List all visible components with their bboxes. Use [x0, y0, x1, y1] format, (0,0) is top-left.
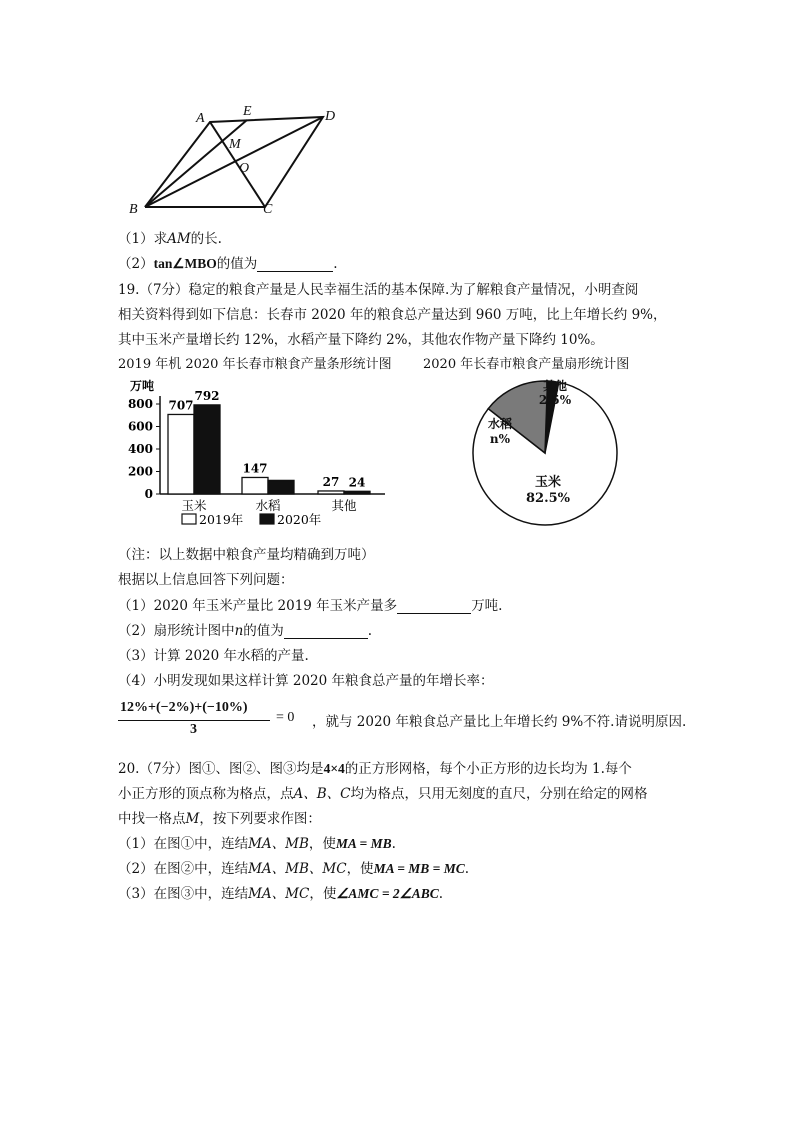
- bar-其他-2020年: [344, 491, 370, 494]
- q20-part2: （2）在图②中，连结MA、MB、MC，使MA = MB = MC.: [118, 861, 470, 877]
- fraction-equals: = 0: [276, 710, 295, 725]
- label-o: O: [239, 161, 250, 176]
- q20-line1: 20.（7分）图①、图②、图③均是4×4的正方形网格，每个小正方形的边长均为 1.每个: [118, 761, 632, 777]
- bar-value-label: 27: [322, 474, 340, 489]
- y-axis-unit: 万吨: [130, 379, 155, 393]
- q18-part1: （1）求AM的长.: [118, 231, 222, 247]
- q18-answer-blank[interactable]: [257, 257, 333, 272]
- q19-part4: （4）小明发现如果这样计算 2020 年粮食总产量的年增长率：: [118, 673, 494, 689]
- pie-label-other-name: 其他: [542, 379, 568, 393]
- q20-part3: （3）在图③中，连结MA、MC，使∠AMC = 2∠ABC.: [118, 886, 444, 902]
- legend-label-2020: 2020年: [277, 512, 322, 527]
- bar-水稻-2020年: [268, 480, 294, 494]
- q18-part2: （2）tan∠MBO的值为 .: [118, 256, 338, 272]
- bar-chart: [120, 376, 390, 530]
- bar-玉米-2020年: [194, 405, 220, 494]
- bar-水稻-2019年: [242, 477, 268, 494]
- fraction-bar: [118, 720, 270, 721]
- fraction-tail: ，就与 2020 年粮食总产量比上年增长约 9%不符.请说明原因.: [312, 714, 687, 730]
- q19-part3: （3）计算 2020 年水稻的产量.: [118, 648, 309, 664]
- q19-part2: （2）扇形统计图中n的值为 .: [118, 623, 373, 639]
- bar-value-label: 147: [242, 461, 268, 476]
- q19-line2: 相关资料得到如下信息：长春市 2020 年的粮食总产量达到 960 万吨，比上年增长约 9%，: [118, 307, 667, 323]
- y-tick-label: 200: [127, 464, 153, 479]
- y-tick-label: 800: [127, 397, 153, 411]
- q19-part1: （1）2020 年玉米产量比 2019 年玉米产量多 万吨.: [118, 598, 503, 614]
- q19-line3: 其中玉米产量增长约 12%，水稻产量下降约 2%，其他农作物产量下降约 10%。: [118, 332, 604, 348]
- label-a: A: [196, 111, 205, 126]
- bar-value-label: 792: [194, 388, 220, 403]
- q20-part1: （1）在图①中，连结MA、MB，使MA = MB.: [118, 836, 396, 852]
- fraction-numerator: 12%+(−2%)+(−10%): [120, 700, 248, 715]
- pie-label-other-pct: 2.5%: [538, 393, 572, 407]
- q19-line1: 19.（7分）稳定的粮食产量是人民幸福生活的基本保障.为了解粮食产量情况，小明查阅: [118, 282, 639, 298]
- label-d: D: [325, 109, 336, 124]
- q19-p2-blank[interactable]: [284, 624, 368, 639]
- legend-swatch-2019: [182, 514, 196, 524]
- y-tick-label: 600: [127, 419, 153, 434]
- category-label: 玉米: [181, 498, 207, 513]
- q19-p1-blank[interactable]: [397, 599, 471, 614]
- label-c: C: [263, 202, 273, 217]
- legend-swatch-2020: [260, 514, 274, 524]
- q19-ask: 根据以上信息回答下列问题：: [118, 572, 294, 588]
- category-label: 其他: [331, 498, 357, 513]
- bar-chart-title: 2019 年机 2020 年长春市粮食产量条形统计图: [118, 357, 392, 372]
- bar-value-label: 707: [168, 398, 194, 413]
- bar-玉米-2019年: [168, 414, 194, 494]
- label-e: E: [243, 104, 252, 119]
- pie-chart-title: 2020 年长春市粮食产量扇形统计图: [423, 357, 630, 372]
- pie-label-rice-pct: n%: [489, 432, 511, 446]
- q19-note: （注：以上数据中粮食产量均精确到万吨）: [118, 547, 375, 563]
- q18-am: AM: [167, 231, 191, 247]
- pie-label-corn-name: 玉米: [534, 475, 562, 490]
- pie-chart: [455, 376, 635, 530]
- pie-label-rice-name: 水稻: [487, 417, 513, 431]
- bar-value-label: 24: [348, 475, 366, 490]
- category-label: 水稻: [255, 498, 281, 513]
- label-b: B: [129, 202, 138, 217]
- y-tick-label: 0: [144, 487, 153, 501]
- label-m: M: [229, 137, 241, 152]
- parallelogram-figure: [125, 100, 355, 220]
- q20-line3: 中找一格点M，按下列要求作图：: [118, 811, 321, 827]
- fraction-denominator: 3: [190, 722, 197, 737]
- bar-其他-2019年: [318, 491, 344, 494]
- segment-ac: [210, 122, 265, 207]
- pie-label-corn-pct: 82.5%: [525, 491, 571, 506]
- q18-tan-expr: tan∠MBO: [153, 256, 217, 271]
- q20-line2: 小正方形的顶点称为格点，点A、B、C均为格点，只用无刻度的直尺，分别在给定的网格: [118, 786, 648, 802]
- legend-label-2019: 2019年: [199, 512, 244, 527]
- y-tick-label: 400: [127, 442, 153, 456]
